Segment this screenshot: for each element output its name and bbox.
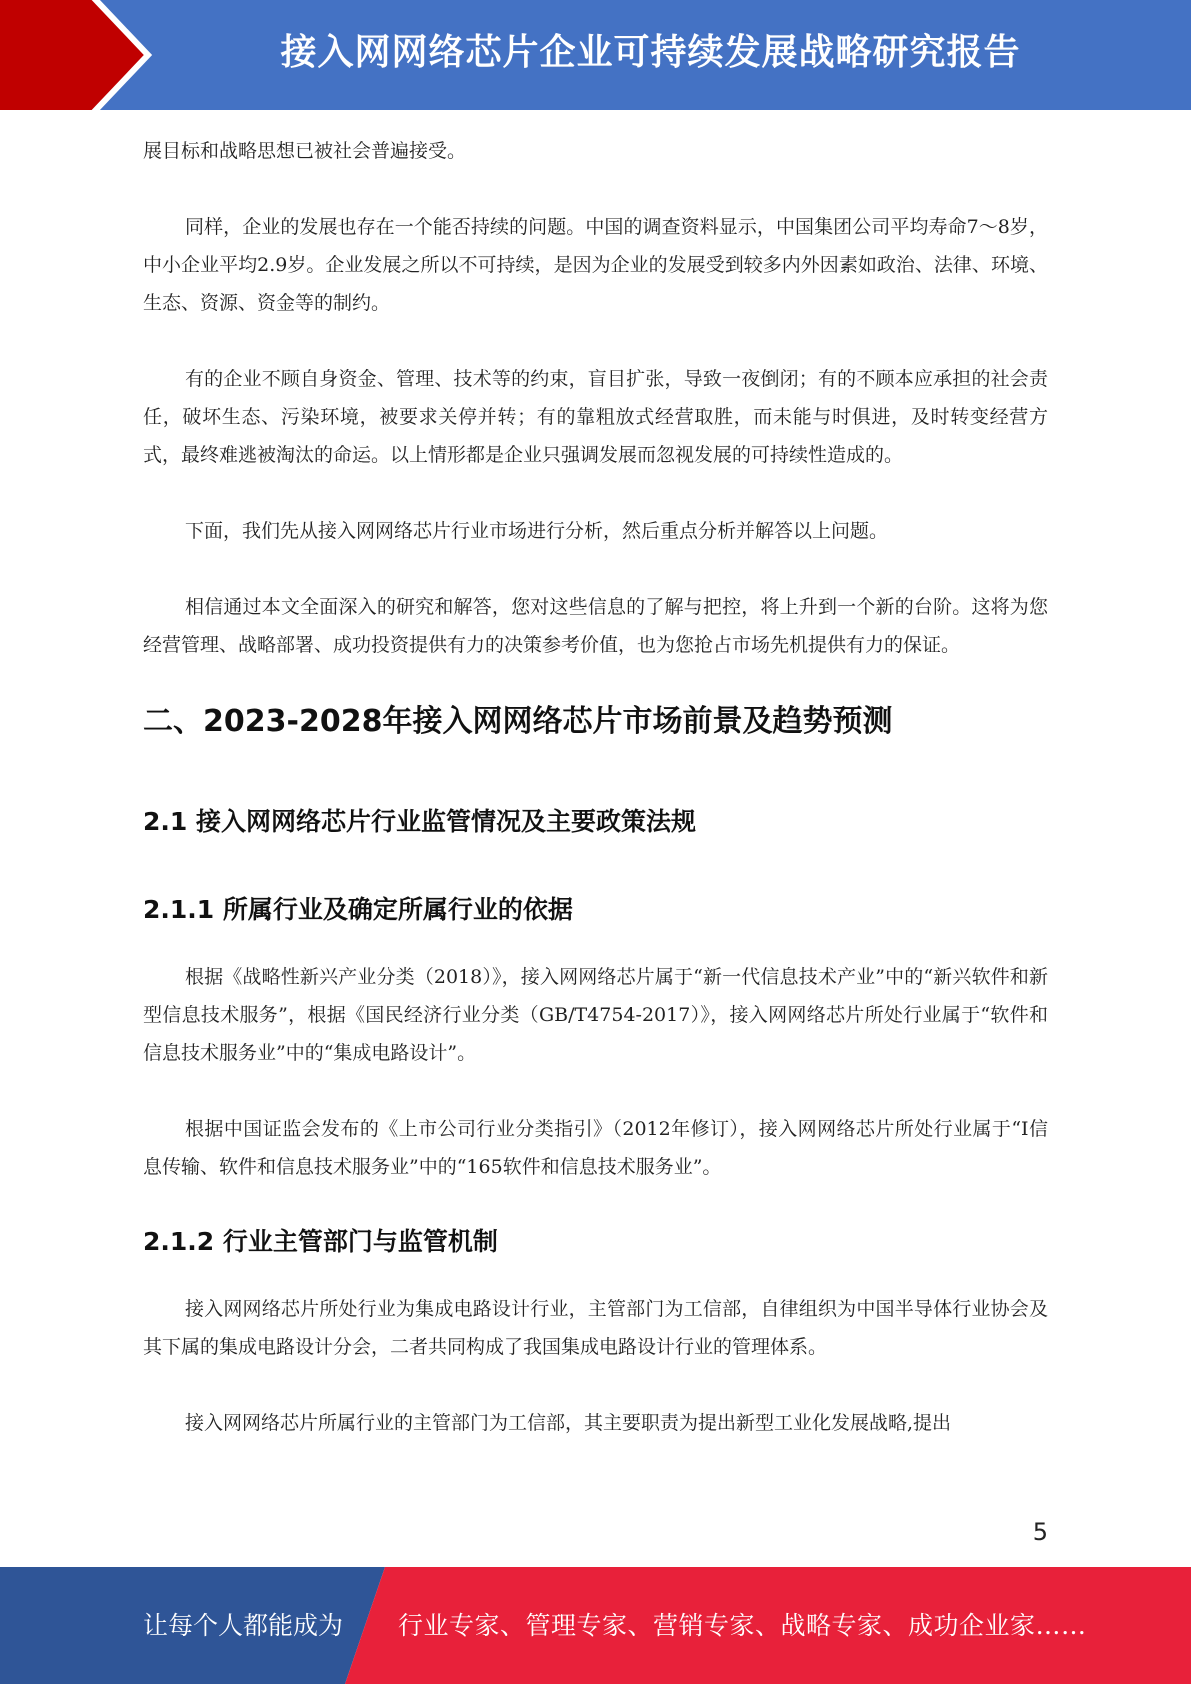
subsubsection-heading: 2.1.2 行业主管部门与监管机制: [143, 1227, 498, 1256]
paragraph: 根据《战略性新兴产业分类（2018）》，接入网网络芯片属于“新一代信息技术产业”中的“新兴软件和新型信息技术服务”，根据《国民经济行业分类（GB/T4754-2017）》，接入网网络芯片所处行业属于“软件和信息技术服务业”中的“集成电路设计”。: [143, 966, 1048, 1064]
paragraph: 展目标和战略思想已被社会普遍接受。: [143, 140, 467, 162]
paragraph: 下面，我们先从接入网网络芯片行业市场进行分析，然后重点分析并解答以上问题。: [185, 520, 889, 542]
paragraph: 接入网网络芯片所属行业的主管部门为工信部，其主要职责为提出新型工业化发展战略,提出: [185, 1412, 952, 1434]
paragraph: 有的企业不顾自身资金、管理、技术等的约束，盲目扩张，导致一夜倒闭；有的不顾本应承担的社会责任，破坏生态、污染环境，被要求关停并转；有的靠粗放式经营取胜，而未能与时俱进，及时转变经营方式，最终难逃被淘汰的命运。以上情形都是企业只强调发展而忽视发展的可持续性造成的。: [143, 368, 1048, 466]
page-header: [0, 0, 1191, 110]
header-title: 接入网网络芯片企业可持续发展战略研究报告: [280, 32, 1021, 73]
paragraph: 接入网网络芯片所处行业为集成电路设计行业，主管部门为工信部，自律组织为中国半导体行业协会及其下属的集成电路设计分会，二者共同构成了我国集成电路设计行业的管理体系。: [143, 1298, 1048, 1358]
footer-slogan-right: 行业专家、管理专家、营销专家、战略专家、成功企业家……: [398, 1611, 1087, 1640]
page-number: 5: [1032, 1518, 1048, 1546]
paragraph: 根据中国证监会发布的《上市公司行业分类指引》（2012年修订），接入网网络芯片所处行业属于“I信息传输、软件和信息技术服务业”中的“165软件和信息技术服务业”。: [143, 1118, 1048, 1178]
paragraph: 同样，企业的发展也存在一个能否持续的问题。中国的调查资料显示，中国集团公司平均寿命7～8岁，中小企业平均2.9岁。企业发展之所以不可持续，是因为企业的发展受到较多内外因素如政治、法律、环境、生态、资源、资金等的制约。: [143, 216, 1048, 314]
section-heading: 二、2023-2028年接入网网络芯片市场前景及趋势预测: [143, 704, 893, 739]
header-arrow-icon: [0, 0, 160, 110]
paragraph: 相信通过本文全面深入的研究和解答，您对这些信息的了解与把控，将上升到一个新的台阶。这将为您经营管理、战略部署、成功投资提供有力的决策参考价值，也为您抢占市场先机提供有力的保证。: [143, 596, 1048, 656]
subsection-heading: 2.1 接入网网络芯片行业监管情况及主要政策法规: [143, 807, 696, 836]
page-footer: [0, 1567, 1191, 1684]
document-body: [143, 132, 1048, 1480]
footer-slogan-left: 让每个人都能成为: [143, 1611, 344, 1640]
subsubsection-heading: 2.1.1 所属行业及确定所属行业的依据: [143, 895, 573, 924]
